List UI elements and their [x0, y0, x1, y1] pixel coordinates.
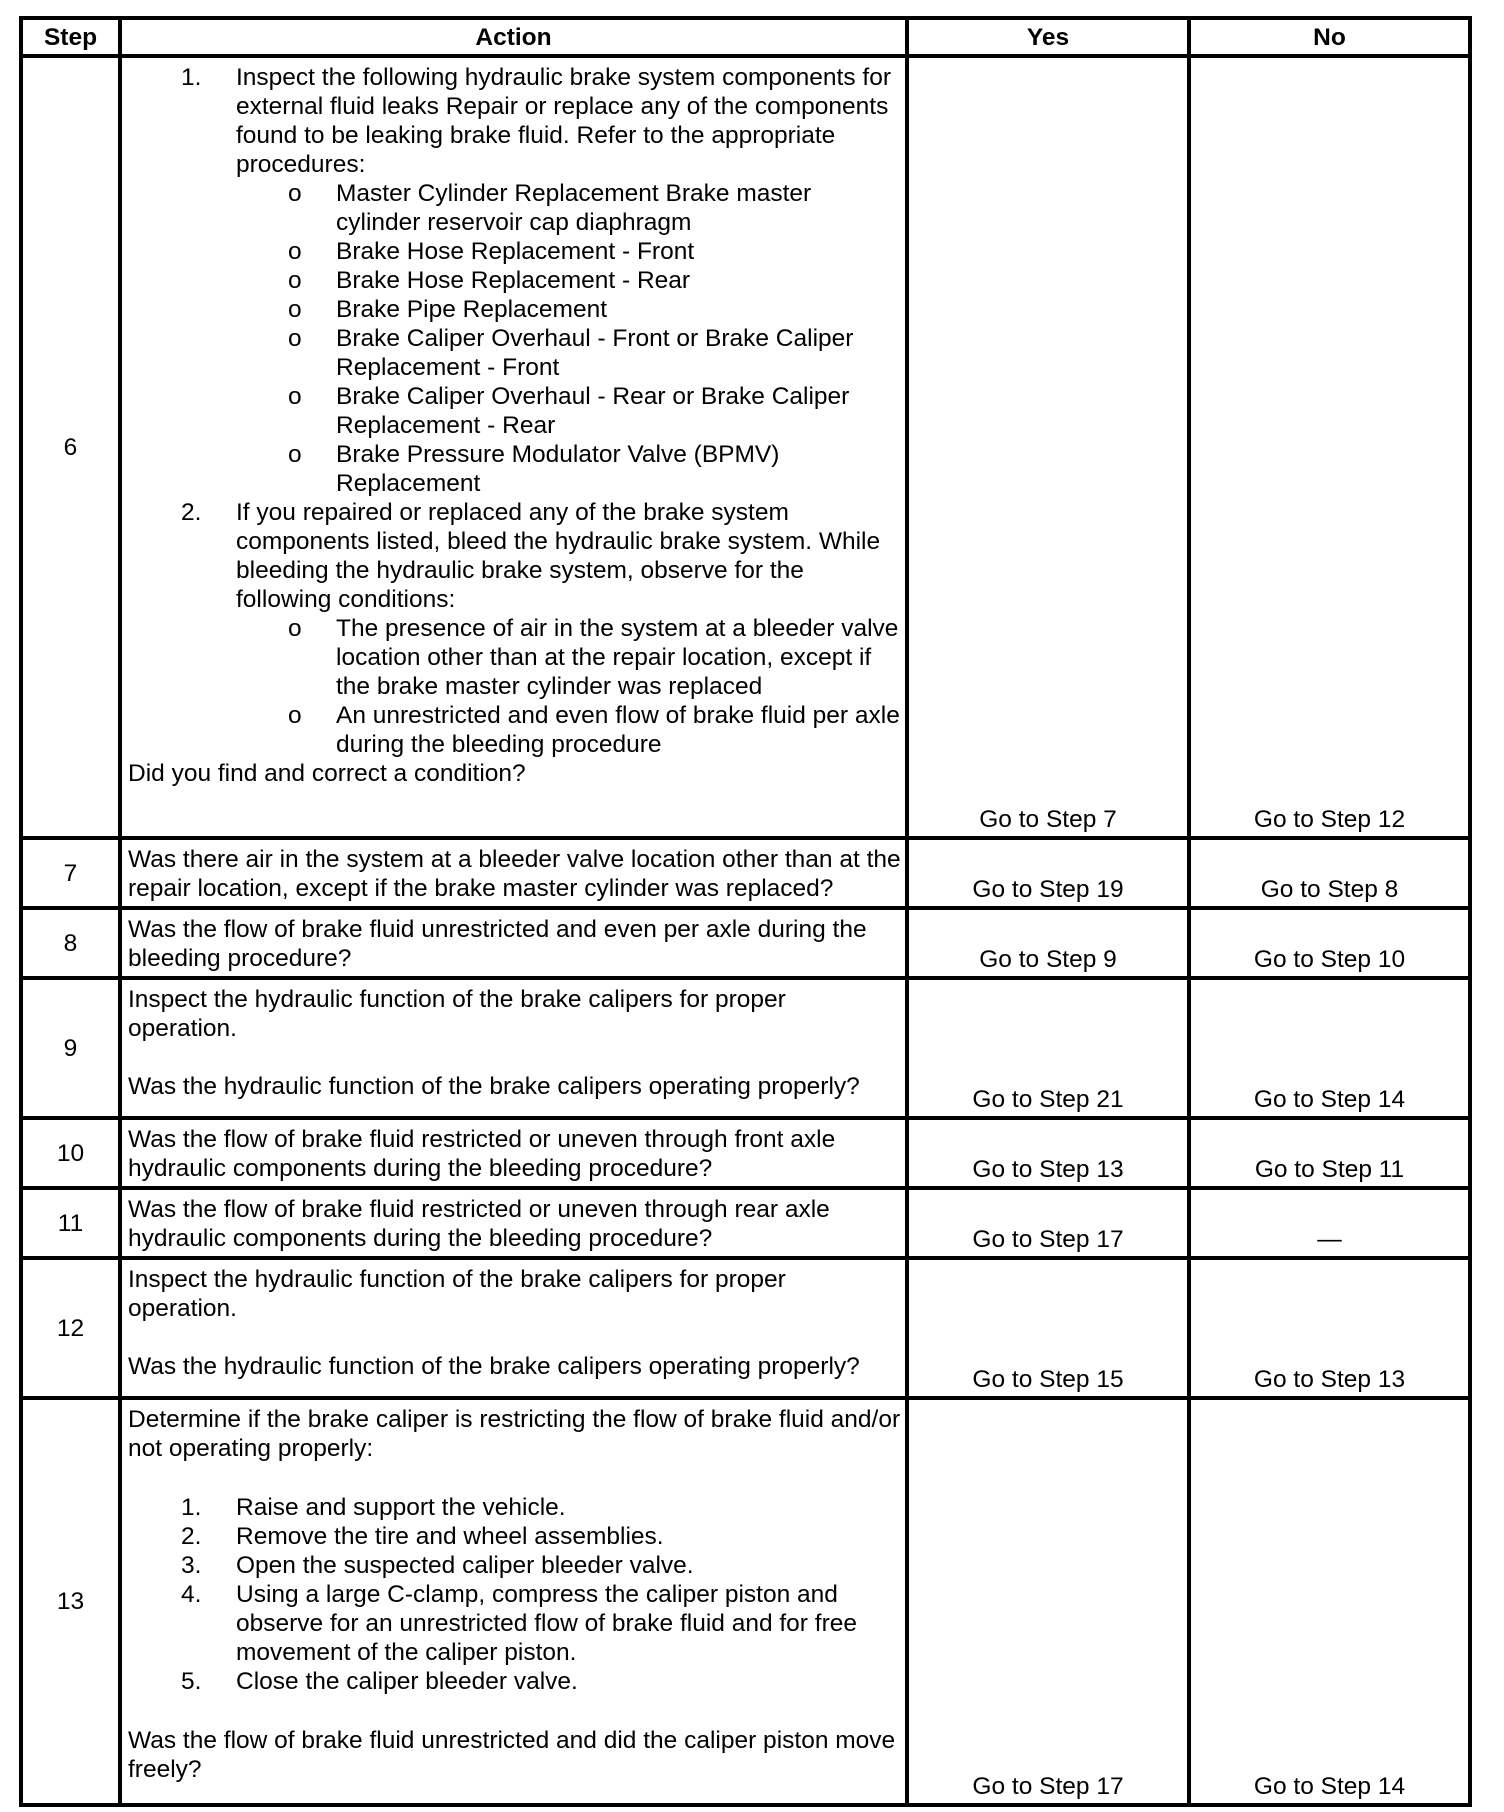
item-text: Using a large C-clamp, compress the caliper piston and observe for an unrestricted flow of brake fluid and for free movement of the caliper piston.: [236, 1581, 857, 1666]
question-text: Was the hydraulic function of the brake calipers operating properly?: [128, 1073, 860, 1100]
list-item: [128, 1493, 901, 1522]
sub-item-text: Master Cylinder Replacement Brake master cylinder reservoir cap diaphragm: [336, 180, 812, 236]
step-number: 13: [21, 1398, 120, 1805]
item-text: Close the caliper bleeder valve.: [236, 1668, 578, 1695]
procedure-list: [128, 63, 901, 759]
table-row: [21, 1398, 1470, 1805]
action-cell: [120, 1188, 907, 1258]
sub-item-text: Brake Hose Replacement - Rear: [336, 267, 691, 294]
table-row: [21, 1118, 1470, 1188]
item-number: 1.: [181, 64, 202, 91]
action-cell: [120, 838, 907, 908]
bullet-icon: o: [288, 296, 302, 323]
question-text: Was the flow of brake fluid restricted or uneven through front axle hydraulic components during the bleeding procedure?: [128, 1126, 836, 1182]
header-yes: Yes: [907, 18, 1189, 56]
step-number: 10: [21, 1118, 120, 1188]
intro-text: Determine if the brake caliper is restricting the flow of brake fluid and/or not operating properly:: [128, 1406, 901, 1462]
step-number: 7: [21, 838, 120, 908]
item-number: 4.: [181, 1581, 202, 1608]
no-cell: Go to Step 14: [1189, 978, 1470, 1118]
item-text: Raise and support the vehicle.: [236, 1494, 566, 1521]
sub-item: [236, 179, 901, 237]
question-text: Was the flow of brake fluid restricted or uneven through rear axle hydraulic components during the bleeding procedure?: [128, 1196, 830, 1252]
table-row: [21, 908, 1470, 978]
sub-item-text: Brake Caliper Overhaul - Rear or Brake Caliper Replacement - Rear: [336, 383, 850, 439]
item-text: Open the suspected caliper bleeder valve.: [236, 1552, 694, 1579]
list-item: [128, 1580, 901, 1667]
sub-item-text: Brake Pressure Modulator Valve (BPMV) Replacement: [336, 441, 780, 497]
action-cell: [120, 1258, 907, 1398]
header-no: No: [1189, 18, 1470, 56]
list-item: [128, 1667, 901, 1696]
sub-item-text: An unrestricted and even flow of brake fluid per axle during the bleeding procedure: [336, 702, 900, 758]
step-number: 6: [21, 56, 120, 838]
bullet-icon: o: [288, 615, 302, 642]
procedure-list: [128, 1493, 901, 1696]
sub-item: [236, 324, 901, 382]
sub-item: [236, 295, 901, 324]
list-item: [128, 498, 901, 759]
item-number: 3.: [181, 1552, 202, 1579]
bullet-icon: o: [288, 325, 302, 352]
step-number: 11: [21, 1188, 120, 1258]
sub-list: [236, 614, 901, 759]
bullet-icon: o: [288, 441, 302, 468]
item-text: Inspect the following hydraulic brake system components for external fluid leaks Repair or replace any of the components found to be leaking brake fluid. Refer to the appropriate procedures:: [236, 64, 892, 178]
yes-cell: Go to Step 17: [907, 1398, 1189, 1805]
bullet-icon: o: [288, 383, 302, 410]
no-cell: Go to Step 8: [1189, 838, 1470, 908]
diagnostic-table: [19, 16, 1472, 1807]
step-number: 12: [21, 1258, 120, 1398]
question-text: Was the flow of brake fluid unrestricted and even per axle during the bleeding procedure?: [128, 916, 867, 972]
item-text: Remove the tire and wheel assemblies.: [236, 1523, 664, 1550]
action-cell: [120, 908, 907, 978]
item-number: 2.: [181, 499, 202, 526]
header-row: [21, 18, 1470, 56]
yes-cell: Go to Step 19: [907, 838, 1189, 908]
question-text: Was the hydraulic function of the brake calipers operating properly?: [128, 1353, 860, 1380]
question-text: Was the flow of brake fluid unrestricted and did the caliper piston move freely?: [128, 1727, 896, 1783]
yes-cell: Go to Step 9: [907, 908, 1189, 978]
action-cell: [120, 56, 907, 838]
yes-cell: Go to Step 17: [907, 1188, 1189, 1258]
bullet-icon: o: [288, 267, 302, 294]
no-cell: Go to Step 13: [1189, 1258, 1470, 1398]
no-cell: Go to Step 14: [1189, 1398, 1470, 1805]
item-number: 5.: [181, 1668, 202, 1695]
action-cell: [120, 1118, 907, 1188]
action-cell: [120, 978, 907, 1118]
list-item: [128, 1551, 901, 1580]
sub-item: [236, 614, 901, 701]
table-row: [21, 56, 1470, 838]
header-action: Action: [120, 18, 907, 56]
no-cell: Go to Step 11: [1189, 1118, 1470, 1188]
yes-cell: Go to Step 13: [907, 1118, 1189, 1188]
no-cell: Go to Step 12: [1189, 56, 1470, 838]
yes-cell: Go to Step 7: [907, 56, 1189, 838]
table-row: [21, 1258, 1470, 1398]
table-row: [21, 1188, 1470, 1258]
sub-item-text: Brake Caliper Overhaul - Front or Brake Caliper Replacement - Front: [336, 325, 854, 381]
question-text: Was there air in the system at a bleeder valve location other than at the repair location, except if the brake master cylinder was replaced?: [128, 846, 901, 902]
question-text: Did you find and correct a condition?: [128, 760, 526, 787]
sub-item: [236, 701, 901, 759]
yes-cell: Go to Step 15: [907, 1258, 1189, 1398]
sub-item-text: Brake Hose Replacement - Front: [336, 238, 695, 265]
header-step: Step: [21, 18, 120, 56]
yes-cell: Go to Step 21: [907, 978, 1189, 1118]
intro-text: Inspect the hydraulic function of the brake calipers for proper operation.: [128, 1266, 786, 1322]
table-row: [21, 838, 1470, 908]
bullet-icon: o: [288, 180, 302, 207]
sub-item: [236, 382, 901, 440]
list-item: [128, 1522, 901, 1551]
item-number: 2.: [181, 1523, 202, 1550]
list-item: [128, 63, 901, 498]
item-number: 1.: [181, 1494, 202, 1521]
no-cell: —: [1189, 1188, 1470, 1258]
sub-item: [236, 266, 901, 295]
bullet-icon: o: [288, 238, 302, 265]
sub-item: [236, 440, 901, 498]
action-cell: [120, 1398, 907, 1805]
sub-item-text: The presence of air in the system at a bleeder valve location other than at the repair location, except if the brake master cylinder was replaced: [336, 615, 899, 700]
sub-list: [236, 179, 901, 498]
sub-item-text: Brake Pipe Replacement: [336, 296, 608, 323]
step-number: 8: [21, 908, 120, 978]
step-number: 9: [21, 978, 120, 1118]
bullet-icon: o: [288, 702, 302, 729]
item-text: If you repaired or replaced any of the brake system components listed, bleed the hydraulic brake system. While bleeding the hydraulic brake system, observe for the following conditions:: [236, 499, 881, 613]
sub-item: [236, 237, 901, 266]
intro-text: Inspect the hydraulic function of the brake calipers for proper operation.: [128, 986, 786, 1042]
no-cell: Go to Step 10: [1189, 908, 1470, 978]
table-row: [21, 978, 1470, 1118]
